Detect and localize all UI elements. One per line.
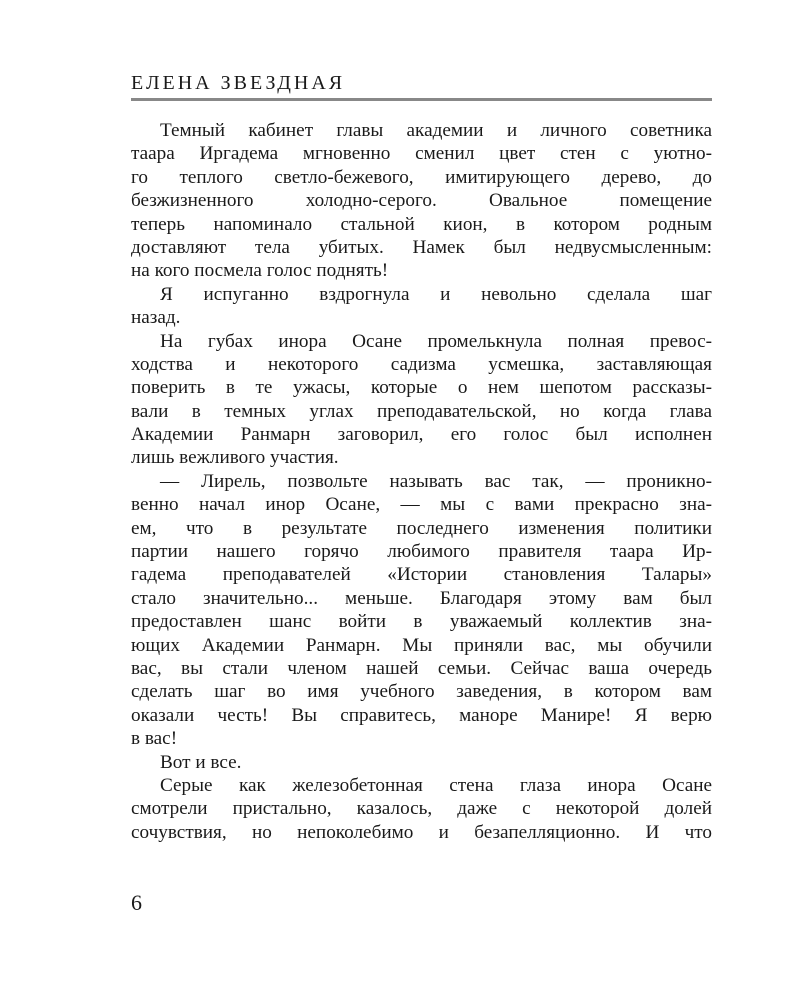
text-line: Я испуганно вздрогнула и невольно сделала шаг bbox=[160, 283, 712, 305]
text-line: гадема преподавателей «Истории становления Талары» bbox=[131, 564, 712, 586]
text-line: смотрели пристально, казалось, даже с некоторой долей bbox=[131, 798, 712, 820]
text-line: в вас! bbox=[131, 728, 178, 750]
text-line: лишь вежливого участия. bbox=[131, 447, 339, 469]
text-line: — Лирель, позвольте называть вас так, — проникно- bbox=[160, 470, 712, 492]
page-number: 6 bbox=[131, 890, 142, 915]
text-line: назад. bbox=[131, 307, 181, 329]
text-line: Серые как железобетонная стена глаза инора Осане bbox=[160, 774, 712, 796]
text-line: теперь напоминало стальной кион, в котором родным bbox=[131, 213, 712, 235]
text-line: таара Иргадема мгновенно сменил цвет стен с уютно- bbox=[131, 143, 712, 165]
text-line: вас, вы стали членом нашей семьи. Сейчас ваша очередь bbox=[131, 657, 712, 679]
text-line: го теплого светло-бежевого, имитирующего дерево, до bbox=[131, 166, 712, 188]
text-line: стало значительно... меньше. Благодаря этому вам был bbox=[131, 587, 712, 609]
text-line: ем, что в результате последнего изменения политики bbox=[131, 517, 712, 539]
text-line: Вот и все. bbox=[160, 751, 242, 773]
text-line: сочувствия, но непоколебимо и безапелляционно. И что bbox=[131, 821, 712, 843]
text-line: ющих Академии Ранмарн. Мы приняли вас, мы обучили bbox=[131, 634, 712, 656]
text-line: Темный кабинет главы академии и личного советника bbox=[160, 120, 712, 141]
text-line: Академии Ранмарн заговорил, его голос был исполнен bbox=[131, 424, 712, 446]
text-line: безжизненного холодно-серого. Овальное помещение bbox=[131, 190, 712, 212]
text-line: поверить в те ужасы, которые о нем шепотом рассказы- bbox=[131, 377, 712, 399]
header-rule bbox=[131, 98, 712, 101]
text-line: оказали честь! Вы справитесь, маноре Манире! Я верю bbox=[131, 704, 712, 726]
text-line: партии нашего горячо любимого правителя таара Ир- bbox=[131, 541, 712, 563]
text-line: вали в темных углах преподавательской, но когда глава bbox=[131, 400, 712, 422]
text-line: доставляют тела убитых. Намек был недвусмысленным: bbox=[131, 236, 712, 258]
text-line: предоставлен шанс войти в уважаемый коллектив зна- bbox=[131, 611, 712, 633]
body-text bbox=[131, 119, 712, 844]
text-line: венно начал инор Осане, — мы с вами прекрасно зна- bbox=[131, 494, 712, 516]
text-line: на кого посмела голос поднять! bbox=[131, 260, 389, 282]
text-line: На губах инора Осане промелькнула полная превос- bbox=[160, 330, 712, 352]
text-line: сделать шаг во имя учебного заведения, в котором вам bbox=[131, 681, 712, 703]
text-line: ходства и некоторого садизма усмешка, заставляющая bbox=[131, 353, 712, 375]
running-head-author: ЕЛЕНА ЗВЕЗДНАЯ bbox=[131, 72, 346, 94]
